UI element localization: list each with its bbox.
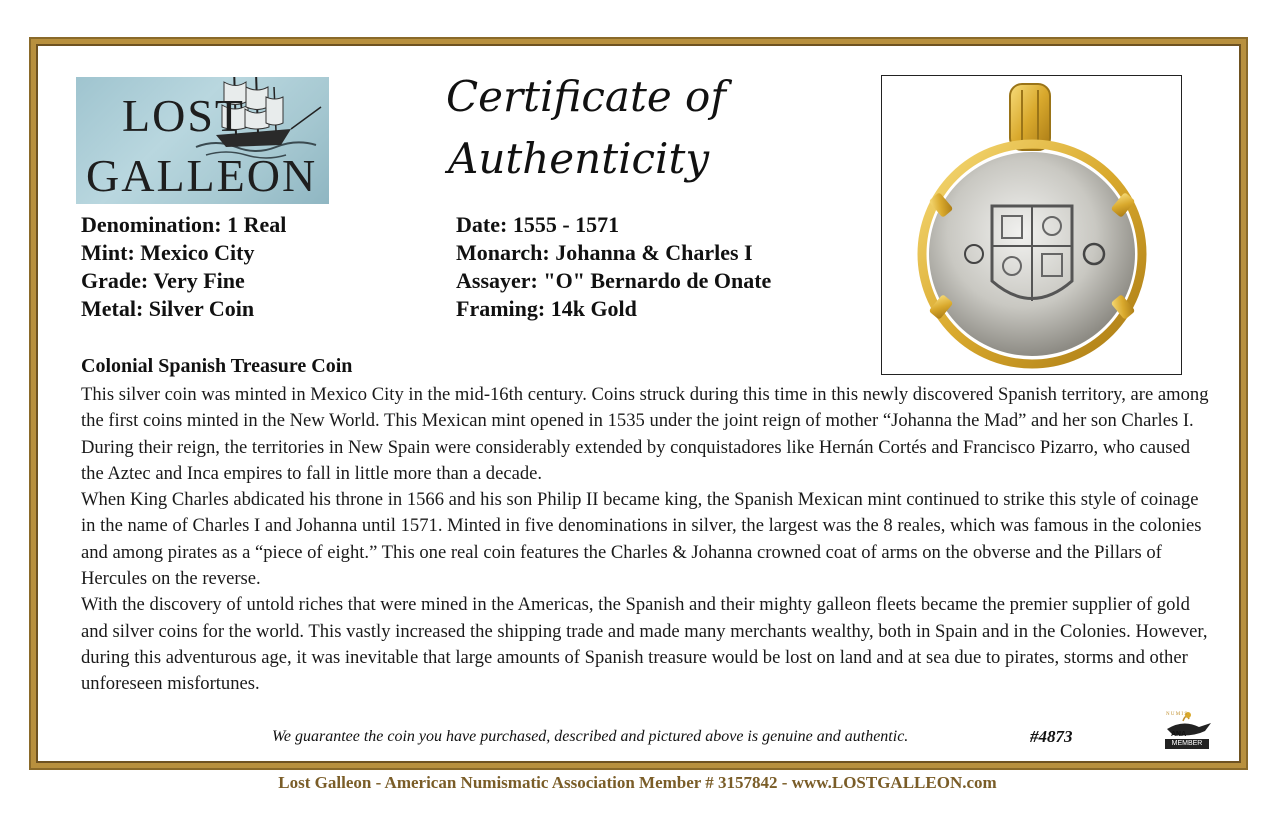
title-line-2: Authenticity [448,134,710,183]
coin-photo-frame [881,75,1182,375]
specs-right-column [456,211,771,323]
guarantee-statement: We guarantee the coin you have purchased, described and pictured above is genuine and authentic. [272,728,909,745]
ana-member-badge [1153,705,1223,755]
spec-framing: Framing: 14k Gold [456,296,637,321]
paragraph-3: With the discovery of untold riches that were mined in the Americas, the Spanish and their mighty galleon fleets became the premier supplier of gold and silver coins for the world. This vastly increased the shipping trade and made many merchants wealthy, both in Spain and in the Colonies. However, during this adventurous age, it was inevitable that large amounts of Spanish treasure would be lost on land and at sea due to pirates, storms and other unforeseen misfortunes. [81,594,1208,695]
specs-left-column [81,211,286,323]
section-heading: Colonial Spanish Treasure Coin [81,355,353,377]
spec-denomination: Denomination: 1 Real [81,212,287,237]
lost-galleon-logo [76,77,329,204]
paragraph-2: When King Charles abdicated his throne in 1566 and his son Philip II became king, the Spanish Mexican mint continued to strike this style of coinage in the name of Charles I and Johanna until 1571. Minted in five denominations in silver, the largest was the 8 reales, which was famous in the colonies and among pirates as a “piece of eight.” This one real coin features the Charles & Johanna crowned coat of arms on the obverse and the Pillars of Hercules on the reverse. [81,489,1202,590]
ana-badge-member: MEMBER [1165,739,1209,749]
ana-badge-text: ANA [1171,731,1187,738]
logo-word-galleon: GALLEON [86,150,318,201]
certificate-number: #4873 [1030,727,1073,746]
certificate-body [81,382,1216,698]
spec-mint: Mint: Mexico City [81,240,255,265]
coin-pendant-image [882,76,1183,376]
spec-assayer: Assayer: "O" Bernardo de Onate [456,268,772,293]
certificate-title [446,66,826,190]
logo-word-lost: LOST [122,90,245,141]
svg-text:N U M I S: N U M I S [1166,712,1188,717]
spec-date: Date: 1555 - 1571 [456,212,620,237]
spec-monarch: Monarch: Johanna & Charles I [456,240,753,265]
spec-grade: Grade: Very Fine [81,268,245,293]
paragraph-1: This silver coin was minted in Mexico City in the mid-16th century. Coins struck during this time in this newly discovered Spanish territory, are among the first coins minted in the New World. This Mexican mint opened in 1535 under the joint reign of mother “Johanna the Mad” and her son Charles I. During their reign, the territories in New Spain were considerably extended by conquistadores like Hernán Cortés and Francisco Pizarro, who caused the Aztec and Inca empires to fall in little more than a decade. [81,384,1209,484]
title-line-1: Certificate of [446,72,726,121]
footer-text: Lost Galleon - American Numismatic Association Member # 3157842 - www.LOSTGALLEON.com [278,773,997,792]
spec-metal: Metal: Silver Coin [81,296,255,321]
